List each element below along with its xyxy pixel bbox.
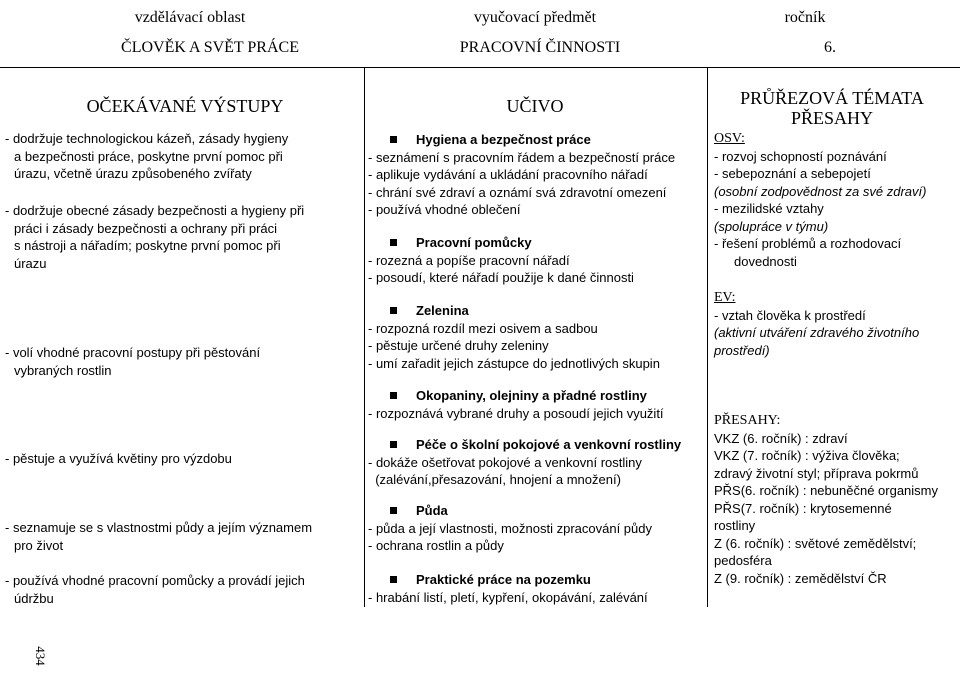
outcome-4: - pěstuje a využívá květiny pro výzdobu: [5, 451, 232, 466]
content-title: UČIVO: [506, 96, 564, 116]
header-subject-value: PRACOVNÍ ČINNOSTI: [459, 39, 621, 56]
outcome-5: - seznamuje se s vlastnostmi půdy a jejím významem pro život: [5, 520, 313, 553]
content-section-soil: Půda - půda a její vlastnosti, možnosti zpracování půdy - ochrana rostlin a půdy: [368, 503, 652, 553]
header-grade-value: 6.: [824, 39, 836, 56]
header-area-label: vzdělávací oblast: [134, 9, 246, 26]
header-subject-label: vyučovací předmět: [473, 9, 597, 26]
content-section-root-crops: Okopaniny, olejniny a přadné rostliny - rozpoznává vybrané druhy a posoudí jejich využití: [368, 388, 664, 421]
ev-label: EV:: [714, 290, 736, 305]
column-divider-2: [707, 67, 708, 607]
header-grade-label: ročník: [784, 9, 826, 26]
outcome-2: - dodržuje obecné zásady bezpečnosti a hygieny při práci i zásady bezpečnosti a ochrany při práci s nástroji a nářadím; poskytne první pomoc při úrazu: [5, 203, 305, 271]
themes-osv: OSV: - rozvoj schopností poznávání - sebepoznání a sebepojetí (osobní zodpovědnost za své zdraví) - mezilidské vztahy (spolupráce v týmu) - řešení problémů a rozhodovací dovednosti: [714, 130, 954, 270]
header-area-value: ČLOVĚK A SVĚT PRÁCE: [121, 39, 299, 56]
themes-presahy: PŘESAHY: VKZ (6. ročník) : zdraví VKZ (7. ročník) : výživa člověka; zdravý životní styl; příprava pokrmů PŘS(6. ročník) : nebuněčné organismy PŘS(7. ročník) : krytosemenné rostliny Z (6. ročník) : světové zemědělství; pedosféra Z (9. ročník) : zemědělství ČR: [714, 412, 954, 587]
table-top-border: [0, 67, 960, 68]
outcomes-title: OČEKÁVANÉ VÝSTUPY: [86, 96, 284, 116]
content-section-hygiene: Hygiena a bezpečnost práce - seznámení s pracovním řádem a bezpečností práce - aplikuje vydávání a ukládání pracovního nářadí - chrání své zdraví a oznámí svá zdravotní omezení - používá vhodné oblečení: [368, 132, 676, 217]
outcome-3: - volí vhodné pracovní postupy při pěstování vybraných rostlin: [5, 345, 261, 378]
osv-label: OSV:: [714, 131, 745, 146]
content-section-practical: Praktické práce na pozemku - hrabání listí, pletí, kypření, okopávání, zalévání: [368, 572, 648, 605]
outcome-6: - používá vhodné pracovní pomůcky a provádí jejich údržbu: [5, 573, 305, 606]
content-section-plant-care: Péče o školní pokojové a venkovní rostliny - dokáže ošetřovat pokojové a venkovní rostliny (zalévání,přesazování, hnojení a množení): [368, 437, 682, 487]
page-number: 434: [32, 646, 48, 666]
themes-title: PRŮŘEZOVÁ TÉMATA PŘESAHY: [740, 88, 924, 128]
content-section-tools: Pracovní pomůcky - rozezná a popíše pracovní nářadí - posoudí, které nářadí použije k dané činnosti: [368, 235, 634, 285]
column-divider-1: [364, 67, 365, 607]
content-section-vegetables: Zelenina - rozpozná rozdíl mezi osivem a sadbou - pěstuje určené druhy zeleniny - umí zařadit jejich zástupce do jednotlivých skupin: [368, 303, 660, 371]
themes-ev: EV: - vztah člověka k prostředí (aktivní utváření zdravého životního prostředí): [714, 289, 954, 359]
outcome-1: - dodržuje technologickou kázeň, zásady hygieny a bezpečnosti práce, poskytne první pomoc při úrazu, včetně úrazu způsobeného zvířaty: [5, 131, 289, 181]
presahy-label: PŘESAHY:: [714, 413, 781, 428]
